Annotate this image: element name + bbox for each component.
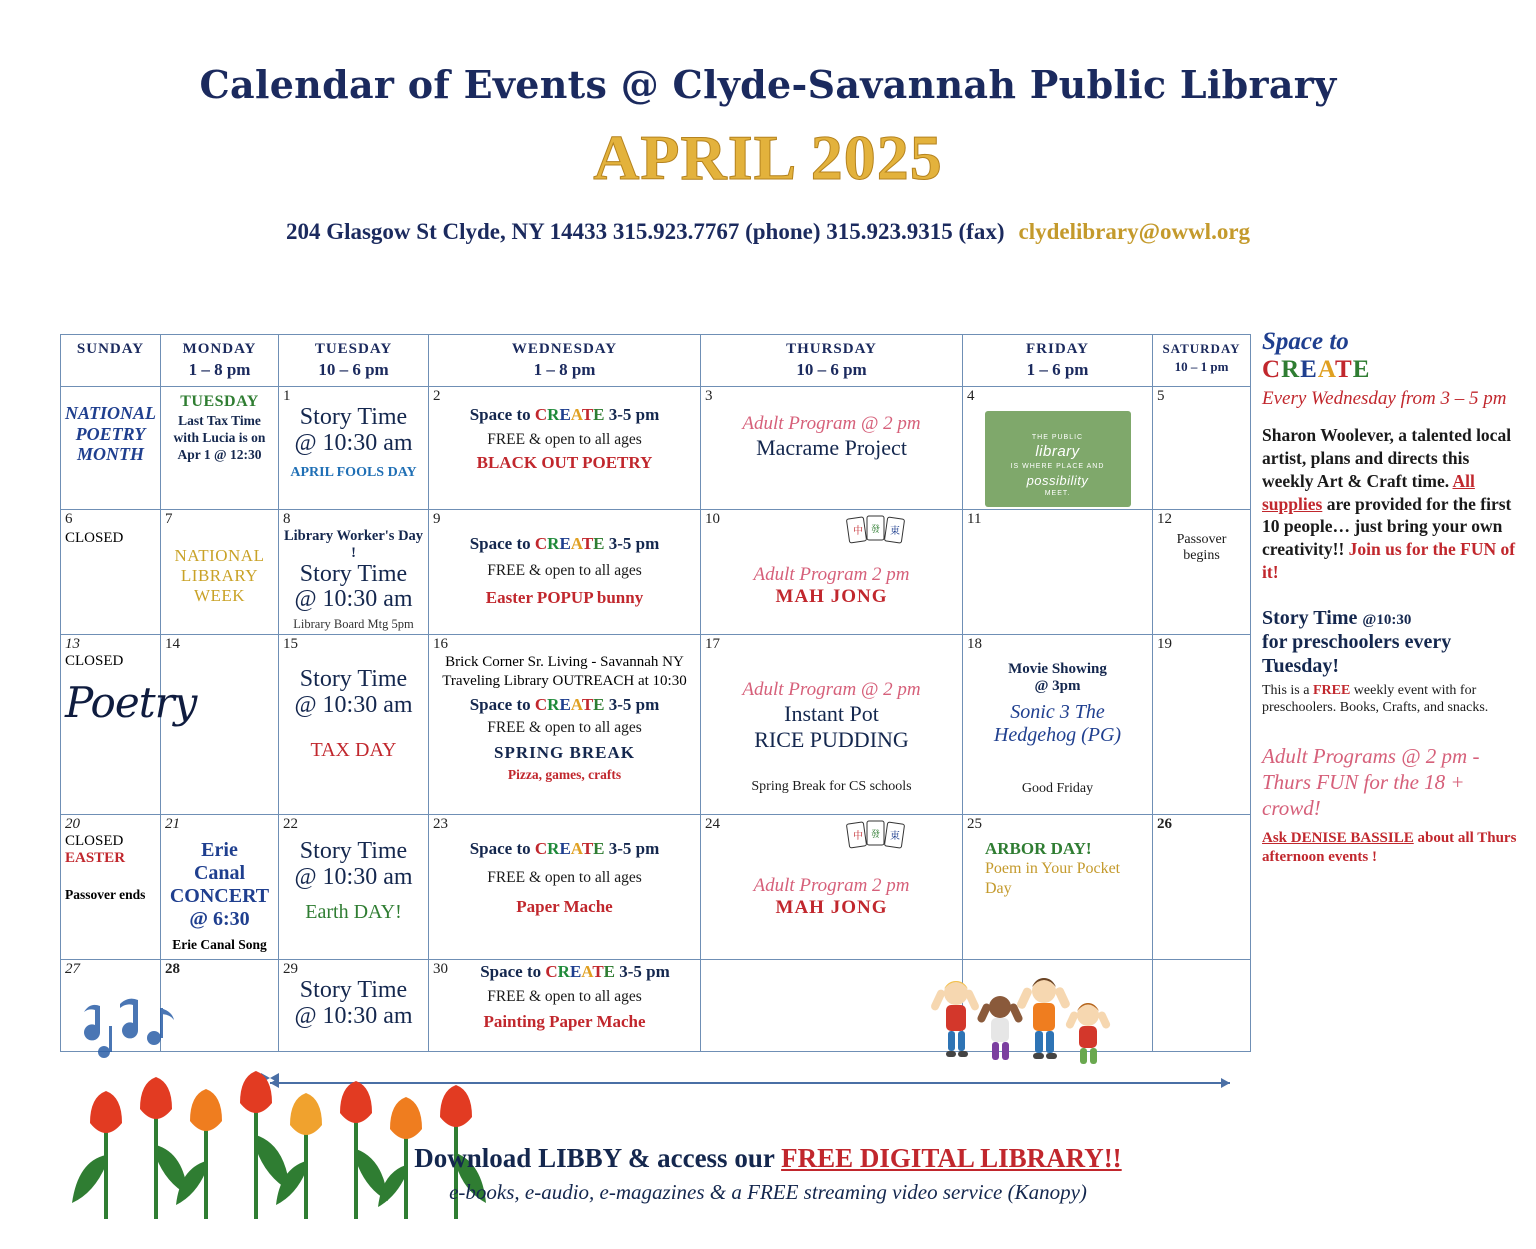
easter-label: EASTER: [65, 850, 126, 867]
day-cell-7: [161, 509, 279, 635]
day-cell-15: [279, 635, 429, 815]
email-link[interactable]: clydelibrary@owwl.org: [1018, 219, 1251, 244]
day-cell-14: [161, 635, 279, 815]
library-workers-day-label: Library Worker's Day !: [283, 527, 424, 561]
arbor-day-label: ARBOR DAY!: [985, 839, 1092, 859]
poster-signature: Deonnt Rybrik: [1035, 511, 1080, 518]
sidebar-story-detail: [1262, 682, 1520, 717]
svg-text:中: 中: [853, 525, 863, 537]
column-monday: [161, 335, 279, 387]
day-cell-23: [429, 815, 701, 960]
day-number: 13: [65, 636, 80, 653]
sidebar-space-to-heading: Space to: [1262, 328, 1349, 355]
day-cell-5: [1153, 387, 1251, 510]
adult-program-topic-2: RICE PUDDING: [754, 727, 909, 753]
day-cell-1: [279, 387, 429, 510]
day-number: 28: [165, 961, 180, 978]
calendar-page: [0, 62, 1536, 1249]
create-time: 3-5 pm: [604, 694, 660, 714]
free-open-label: FREE & open to all ages: [487, 869, 642, 887]
space-to-create-line: Space to CREATE 3-5 pm: [469, 533, 660, 553]
story-time-time: @ 10:30 am: [294, 1002, 413, 1029]
library-poster-graphic: [985, 411, 1131, 518]
poster-line-1: THE PUBLIC: [1031, 433, 1084, 441]
day-number: 18: [967, 636, 982, 653]
adult-program-topic: Instant Pot: [784, 701, 879, 727]
free-open-label: FREE & open to all ages: [487, 430, 642, 448]
day-number: 29: [283, 961, 298, 978]
activity-topic: SPRING BREAK: [494, 742, 635, 762]
create-time: 3-5 pm: [615, 962, 670, 982]
day-cell-25: [963, 815, 1153, 960]
tax-time-head: TUESDAY: [180, 393, 259, 410]
space-to-label: Space to: [480, 962, 546, 982]
activity-topic: Paper Mache: [516, 897, 613, 917]
day-cell-29: [279, 960, 429, 1052]
adult-program-label: Adult Program 2 pm: [753, 563, 910, 585]
column-wednesday: [429, 335, 701, 387]
day-number: 23: [433, 816, 448, 833]
dow-label: MONDAY: [182, 341, 257, 357]
concert-detail: Erie Canal Song: [172, 937, 267, 953]
day-number: 27: [65, 961, 80, 978]
concert-line-2: Canal: [193, 862, 246, 885]
kids-jumping-graphic: [920, 967, 1130, 1087]
day-number: 20: [65, 816, 80, 833]
hours-label: 10 – 6 pm: [796, 360, 867, 379]
footer: [0, 1143, 1536, 1205]
adult-program-label: Adult Program @ 2 pm: [742, 412, 921, 434]
week-row-4: [61, 815, 1251, 960]
day-number: 14: [165, 636, 180, 653]
april-fools-label: APRIL FOOLS DAY: [290, 464, 417, 480]
dow-label: SATURDAY: [1162, 341, 1241, 356]
day-cell-mon-mar31: [161, 387, 279, 510]
dow-label: FRIDAY: [1026, 341, 1089, 357]
day-cell-empty-sun1: [61, 387, 161, 510]
good-friday-label: Good Friday: [1021, 781, 1094, 797]
national-poetry-month-note: NATIONAL POETRY MONTH: [65, 403, 157, 465]
day-cell-19: [1153, 635, 1251, 815]
earth-day-label: Earth DAY!: [305, 900, 402, 923]
svg-text:發: 發: [871, 524, 881, 535]
day-cell-9: [429, 509, 701, 635]
activity-topic: Painting Paper Mache: [483, 1012, 646, 1032]
story-time-time: @ 10:30 am: [294, 586, 413, 613]
poetry-art-word: Poetry: [65, 678, 197, 728]
week-row-2: [61, 509, 1251, 635]
space-to-create-line: Space to CREATE 3-5 pm: [480, 962, 670, 982]
day-number: 5: [1157, 388, 1165, 404]
space-to-label: Space to: [469, 533, 535, 553]
dow-label: THURSDAY: [786, 341, 877, 357]
free-open-label: FREE & open to all ages: [487, 561, 642, 579]
outreach-note: Brick Corner Sr. Living - Savannah NY Traveling Library OUTREACH at 10:30: [442, 654, 687, 689]
movie-time: @ 3pm: [1034, 678, 1081, 695]
week-row-1: [61, 387, 1251, 510]
sidebar-ask-denise: [1262, 829, 1520, 867]
story-time-time: @ 10:30 am: [294, 863, 413, 890]
day-cell-20: [61, 815, 161, 960]
day-cell-16: [429, 635, 701, 815]
svg-text:中: 中: [853, 831, 863, 843]
movie-title-2: Hedgehog (PG): [993, 724, 1122, 747]
day-cell-24: [701, 815, 963, 960]
hours-label: 10 – 6 pm: [318, 360, 389, 379]
sidebar-adult-programs-block: [1262, 743, 1520, 867]
week-row-3: [61, 635, 1251, 815]
day-number: 22: [283, 816, 298, 833]
story-time-time: @ 10:30 am: [294, 429, 413, 456]
passover-ends-note: Passover ends: [65, 887, 146, 903]
free-open-label: FREE & open to all ages: [487, 988, 642, 1006]
movie-title-1: Sonic 3 The: [1010, 701, 1105, 724]
movie-showing-label: Movie Showing: [1008, 661, 1107, 678]
day-number: 30: [433, 961, 448, 978]
day-cell-3: [701, 387, 963, 510]
passover-begins-note: Passover begins: [1176, 531, 1227, 563]
free-open-label: FREE & open to all ages: [487, 718, 642, 736]
dow-label: WEDNESDAY: [511, 341, 618, 357]
svg-text:東: 東: [890, 525, 900, 537]
poster-line-2: library: [1035, 443, 1080, 461]
day-cell-8: [279, 509, 429, 635]
day-number: 24: [705, 816, 720, 833]
space-to-label: Space to: [469, 694, 535, 714]
column-saturday: [1153, 335, 1251, 387]
day-cell-2: [429, 387, 701, 510]
footer-line-1: [0, 1143, 1536, 1174]
day-number: 8: [283, 510, 291, 527]
day-cell-21: [161, 815, 279, 960]
svg-text:東: 東: [890, 831, 900, 843]
adult-program-topic: Macrame Project: [756, 434, 907, 460]
page-title: Calendar of Events @ Clyde-Savannah Public Library: [199, 62, 1337, 107]
sidebar-sharon-paragraph: [1262, 424, 1520, 583]
day-number: 21: [165, 816, 180, 833]
spring-break-arrow-start: [433, 791, 696, 811]
day-cell-22: [279, 815, 429, 960]
poem-in-pocket-label: Poem in Your Pocket Day: [985, 860, 1121, 898]
music-notes-graphic: [66, 992, 186, 1072]
column-thursday: [701, 335, 963, 387]
sidebar: [1262, 328, 1520, 867]
day-number: 16: [433, 636, 448, 653]
day-number: 26: [1157, 816, 1172, 833]
closed-label: CLOSED: [65, 833, 124, 850]
join-us-text: Join us for the: [1348, 539, 1461, 559]
sharon-text-2: are provided for the first 10 people… just bring your own creativity!!: [1262, 493, 1512, 559]
address-text: 204 Glasgow St Clyde, NY 14433 315.923.7767 (phone) 315.923.9315 (fax): [285, 219, 1005, 244]
day-number: 10: [705, 510, 720, 527]
story-detail-1: This is a: [1262, 682, 1313, 698]
library-board-meeting-note: Library Board Mtg 5pm: [293, 617, 414, 632]
space-to-create-line: Space to CREATE 3-5 pm: [469, 839, 660, 859]
space-to-create-line: Space to CREATE 3-5 pm: [469, 694, 660, 714]
footer-line-2: e-books, e-audio, e-magazines & a FREE streaming video service (Kanopy): [449, 1180, 1087, 1204]
tax-time-note: [165, 393, 274, 464]
create-time: 3-5 pm: [604, 404, 660, 424]
day-number: 1: [283, 388, 291, 404]
sidebar-story-time: @10:30: [1362, 611, 1412, 628]
create-time: 3-5 pm: [604, 839, 660, 859]
day-number: 6: [65, 510, 73, 527]
sidebar-story-time-block: [1262, 606, 1520, 717]
mah-jong-label: MAH JONG: [775, 897, 888, 919]
concert-time: @ 6:30: [189, 908, 250, 931]
closed-label: CLOSED: [65, 653, 124, 670]
mahjong-tiles-icon: [846, 817, 908, 864]
day-number: 12: [1157, 510, 1172, 527]
day-cell-11: [963, 509, 1153, 635]
sidebar-story-title: Story Time: [1262, 606, 1363, 629]
day-cell-30: [429, 960, 701, 1052]
day-cell-4: [963, 387, 1153, 518]
day-cell-empty-sat5: [1153, 960, 1251, 1052]
dow-label: SUNDAY: [76, 341, 145, 357]
national-library-week-note: NATIONAL LIBRARY WEEK: [174, 545, 265, 606]
day-number: 15: [283, 636, 298, 653]
hours-label: 10 – 1 pm: [1174, 359, 1229, 374]
denise-detail: about all Thurs afternoon events !: [1262, 830, 1517, 865]
column-friday: [963, 335, 1153, 387]
column-sunday: [61, 335, 161, 387]
sidebar-create-heading: CREATE: [1262, 355, 1371, 383]
poster-line-5: MEET.: [1044, 490, 1071, 498]
story-detail-2: weekly event with for preschoolers. Books, Crafts, and snacks.: [1262, 682, 1489, 715]
hours-label: 1 – 8 pm: [188, 360, 251, 379]
space-to-create-line: Space to CREATE 3-5 pm: [469, 404, 660, 424]
poster-line-4: possibility: [1026, 472, 1089, 488]
dow-label: TUESDAY: [314, 341, 393, 357]
space-to-label: Space to: [469, 839, 535, 859]
mah-jong-label: MAH JONG: [775, 585, 888, 607]
spring-break-schools-label: Spring Break for CS schools: [751, 779, 912, 795]
activity-topic-detail: Pizza, games, crafts: [507, 766, 622, 782]
calendar-table: [60, 334, 1251, 1052]
month-heading: APRIL 2025: [593, 122, 943, 193]
concert-line-1: Erie: [201, 839, 238, 862]
column-tuesday: [279, 335, 429, 387]
story-time-time: @ 10:30 am: [294, 691, 413, 718]
day-cell-26: [1153, 815, 1251, 960]
sharon-text-1: Sharon Woolever, a talented local artist, plans and directs this weekly Art & Craft time.: [1262, 425, 1512, 491]
activity-topic: BLACK OUT POETRY: [476, 452, 653, 472]
adult-program-label: Adult Program @ 2 pm: [742, 679, 921, 701]
footer-download-text: Download LIBBY & access our: [414, 1143, 782, 1173]
day-number: 19: [1157, 636, 1172, 653]
day-number: 17: [705, 636, 720, 653]
free-word: FREE: [1312, 682, 1351, 698]
day-number: 2: [433, 388, 441, 404]
space-to-label: Space to: [469, 404, 535, 424]
story-time-title: Story Time: [299, 838, 408, 865]
day-number: 25: [967, 816, 982, 833]
of-it-text: of it!: [1262, 539, 1516, 582]
fun-word: FUN: [1460, 539, 1497, 559]
day-number: 11: [967, 510, 982, 527]
story-time-title: Story Time: [299, 666, 408, 693]
hours-label: 1 – 8 pm: [533, 360, 596, 379]
hours-label: 1 – 6 pm: [1026, 360, 1089, 379]
tax-time-body: Last Tax Time with Lucia is on Apr 1 @ 12:30: [173, 413, 266, 462]
day-number: 3: [705, 388, 713, 404]
tax-day-label: TAX DAY: [310, 738, 397, 761]
denise-name: Ask DENISE BASSILE: [1262, 830, 1414, 847]
sidebar-adult-text: Adult Programs @ 2 pm - Thurs FUN for the 18 + crowd!: [1262, 743, 1480, 820]
closed-label: CLOSED: [65, 529, 124, 546]
calendar-header-row: [61, 335, 1251, 387]
concert-line-3: CONCERT: [169, 885, 270, 908]
story-time-title: Story Time: [299, 977, 408, 1004]
activity-topic: Easter POPUP bunny: [485, 587, 644, 607]
day-number: 9: [433, 510, 441, 527]
create-time: 3-5 pm: [604, 533, 660, 553]
mahjong-tiles-icon: [846, 512, 908, 559]
story-time-title: Story Time: [299, 403, 408, 430]
day-cell-17: [701, 635, 963, 815]
svg-text:發: 發: [871, 830, 881, 841]
contact-line: [0, 219, 1536, 245]
day-cell-12: [1153, 509, 1251, 635]
day-cell-6: [61, 509, 161, 635]
footer-free-digital-library: FREE DIGITAL LIBRARY!!: [781, 1143, 1122, 1173]
adult-program-label: Adult Program 2 pm: [753, 875, 910, 897]
day-number: 4: [967, 388, 975, 404]
poster-line-3: IS WHERE PLACE AND: [1010, 463, 1105, 471]
story-time-title: Story Time: [299, 560, 408, 587]
day-number: 7: [165, 510, 173, 527]
day-cell-10: [701, 509, 963, 635]
day-cell-18: [963, 635, 1153, 815]
all-supplies-underline: All supplies: [1262, 470, 1475, 514]
sidebar-story-sub: for preschoolers every Tuesday!: [1262, 630, 1452, 677]
sidebar-every-wednesday: Every Wednesday from 3 – 5 pm: [1262, 387, 1507, 409]
